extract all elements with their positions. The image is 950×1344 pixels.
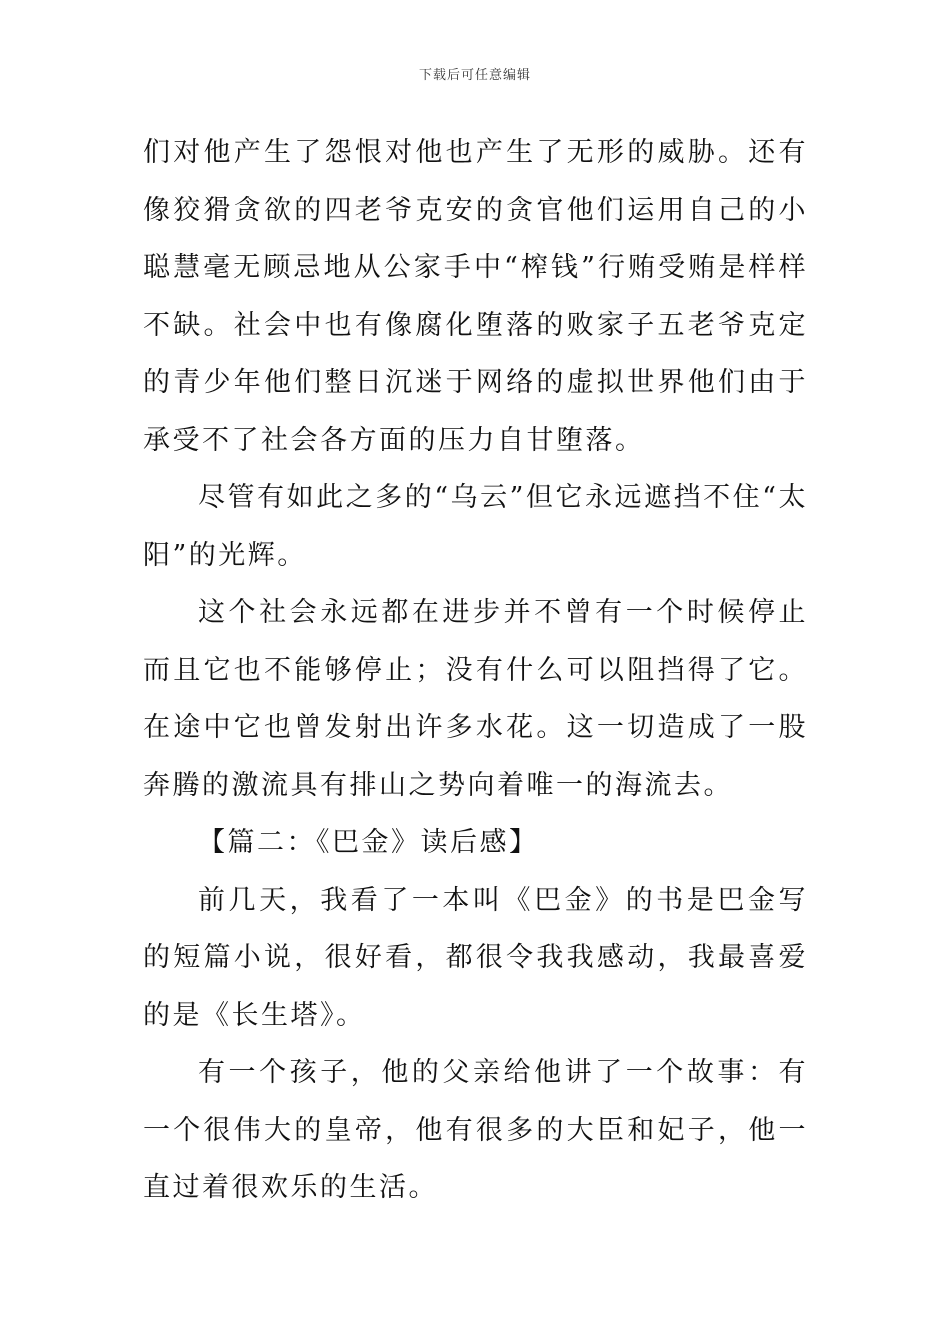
paragraph: 这个社会永远都在进步并不曾有一个时候停止而且它也不能够停止；没有什么可以阻挡得了它。在途中它也曾发射出许多水花。这一切造成了一股奔腾的激流具有排山之势向着唯一的海流去。 — [143, 597, 808, 801]
paragraph: 尽管有如此之多的“乌云”但它永远遮挡不住“太阳”的光辉。 — [143, 482, 808, 571]
paragraph-continued: 们对他产生了怨恨对他也产生了无形的威胁。还有像狡猾贪欲的四老爷克安的贪官他们运用自己的小聪慧毫无顾忌地从公家手中“榨钱”行贿受贿是样样不缺。社会中也有像腐化堕落的败家子五老爷克定的青少年他们整日沉迷于网络的虚拟世界他们由于承受不了社会各方面的压力自甘堕落。 — [143, 137, 808, 456]
section-heading: 【篇二：《巴金》读后感】 — [198, 827, 539, 858]
paragraph: 有一个孩子，他的父亲给他讲了一个故事：有一个很伟大的皇帝，他有很多的大臣和妃子，他一直过着很欢乐的生活。 — [143, 1057, 808, 1203]
paragraph: 前几天，我看了一本叫《巴金》的书是巴金写的短篇小说，很好看，都很令我我感动，我最喜爱的是《长生塔》。 — [143, 884, 808, 1031]
page-header: 下载后可任意编辑 — [418, 68, 531, 83]
document-body — [143, 124, 808, 1217]
